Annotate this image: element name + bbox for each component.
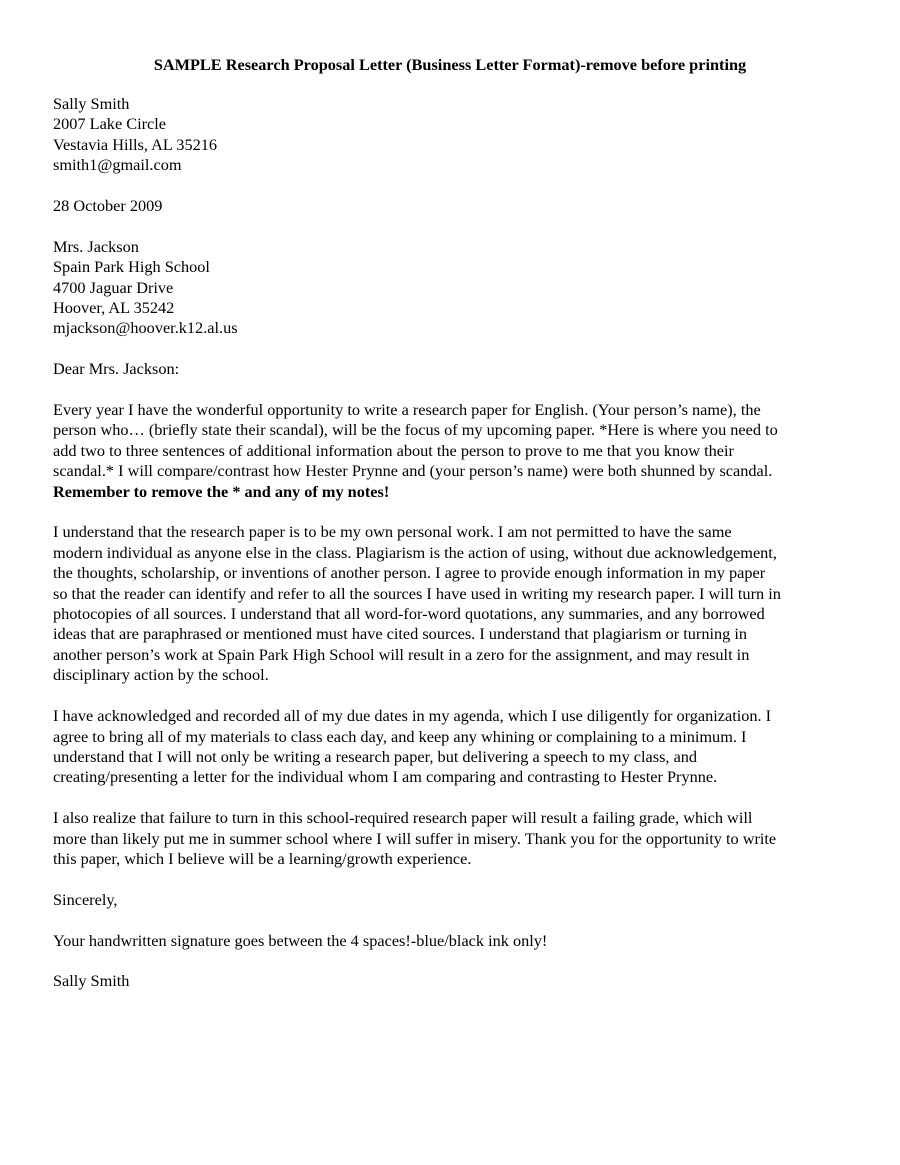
sender-name: Sally Smith bbox=[53, 94, 130, 113]
paragraph-line: I also realize that failure to turn in this school-required research paper will result a failing grade, which will bbox=[53, 808, 753, 828]
paragraph-line: agree to bring all of my materials to class each day, and keep any whining or complaining to a minimum. I bbox=[53, 726, 747, 746]
paragraph-line: modern individual as anyone else in the class. Plagiarism is the action of using, without due acknowledgement, bbox=[53, 542, 777, 562]
recipient-city-state-zip: Hoover, AL 35242 bbox=[53, 298, 175, 318]
paragraph-line: photocopies of all sources. I understand that all word-for-word quotations, any summaries, and any borrowed bbox=[53, 604, 765, 624]
paragraph-line: I understand that the research paper is to be my own personal work. I am not permitted to have the same bbox=[53, 522, 732, 542]
recipient-name: Mrs. Jackson bbox=[53, 236, 139, 256]
paragraph-line: ideas that are paraphrased or mentioned must have cited sources. I understand that plagiarism or turning in bbox=[53, 624, 747, 644]
signature-name-block bbox=[53, 971, 883, 991]
paragraph-line: another person’s work at Spain Park High School will result in a zero for the assignment, and may result in bbox=[53, 644, 750, 664]
paragraph-line: scandal.* I will compare/contrast how Hester Prynne and (your person’s name) were both shunned by scandal. bbox=[53, 461, 773, 481]
paragraph-line: I have acknowledged and recorded all of my due dates in my agenda, which I use diligently for organization. I bbox=[53, 706, 772, 726]
letter-body bbox=[53, 94, 883, 992]
sender-email: smith1@gmail.com bbox=[53, 155, 182, 175]
sender-city-state-zip: Vestavia Hills, AL 35216 bbox=[53, 134, 218, 154]
paragraph-line: more than likely put me in summer school where I will suffer in misery. Thank you for the opportunity to write bbox=[53, 828, 777, 848]
paragraph-line: add two to three sentences of additional information about the person to prove to me that you know their bbox=[53, 440, 734, 460]
paragraph-line: the thoughts, scholarship, or inventions of another person. I agree to provide enough information in my paper bbox=[53, 563, 766, 583]
paragraph-line: disciplinary action by the school. bbox=[53, 665, 269, 685]
sender-street: 2007 Lake Circle bbox=[53, 114, 167, 134]
salutation: Dear Mrs. Jackson: bbox=[53, 359, 180, 379]
recipient-street: 4700 Jaguar Drive bbox=[53, 277, 174, 297]
salutation-block bbox=[53, 359, 883, 379]
paragraph-line: creating/presenting a letter for the individual whom I am comparing and contrasting to Hester Prynne. bbox=[53, 767, 718, 787]
paragraph-line: Every year I have the wonderful opportunity to write a research paper for English. (Your person’s name), the bbox=[53, 400, 761, 420]
remove-notes-reminder: Remember to remove the * and any of my notes! bbox=[53, 481, 390, 501]
signature-note-block bbox=[53, 931, 883, 951]
recipient-school: Spain Park High School bbox=[53, 257, 210, 277]
paragraph-line: this paper, which I believe will be a learning/growth experience. bbox=[53, 848, 472, 868]
recipient-address bbox=[53, 237, 883, 339]
paragraph-line: so that the reader can identify and refer to all the sources I have used in writing my research paper. I will turn in bbox=[53, 583, 781, 603]
paragraph-plagiarism bbox=[53, 522, 883, 685]
sender-address bbox=[53, 94, 883, 176]
paragraph-line: person who… (briefly state their scandal), will be the focus of my upcoming paper. *Here is where you need to bbox=[53, 420, 778, 440]
paragraph-due-dates bbox=[53, 706, 883, 788]
closing: Sincerely, bbox=[53, 889, 118, 909]
recipient-email: mjackson@hoover.k12.al.us bbox=[53, 318, 238, 338]
signature-name: Sally Smith bbox=[53, 971, 130, 991]
closing-block bbox=[53, 890, 883, 910]
letter-date: 28 October 2009 bbox=[53, 196, 163, 216]
paragraph-intro bbox=[53, 400, 883, 502]
paragraph-consequences bbox=[53, 808, 883, 869]
document-title: SAMPLE Research Proposal Letter (Business Letter Format)-remove before printing bbox=[153, 55, 747, 74]
signature-note: Your handwritten signature goes between the 4 spaces!-blue/black ink only! bbox=[53, 930, 548, 950]
letter-date-block bbox=[53, 196, 883, 216]
paragraph-line: understand that I will not only be writing a research paper, but delivering a speech to my class, and bbox=[53, 746, 698, 766]
